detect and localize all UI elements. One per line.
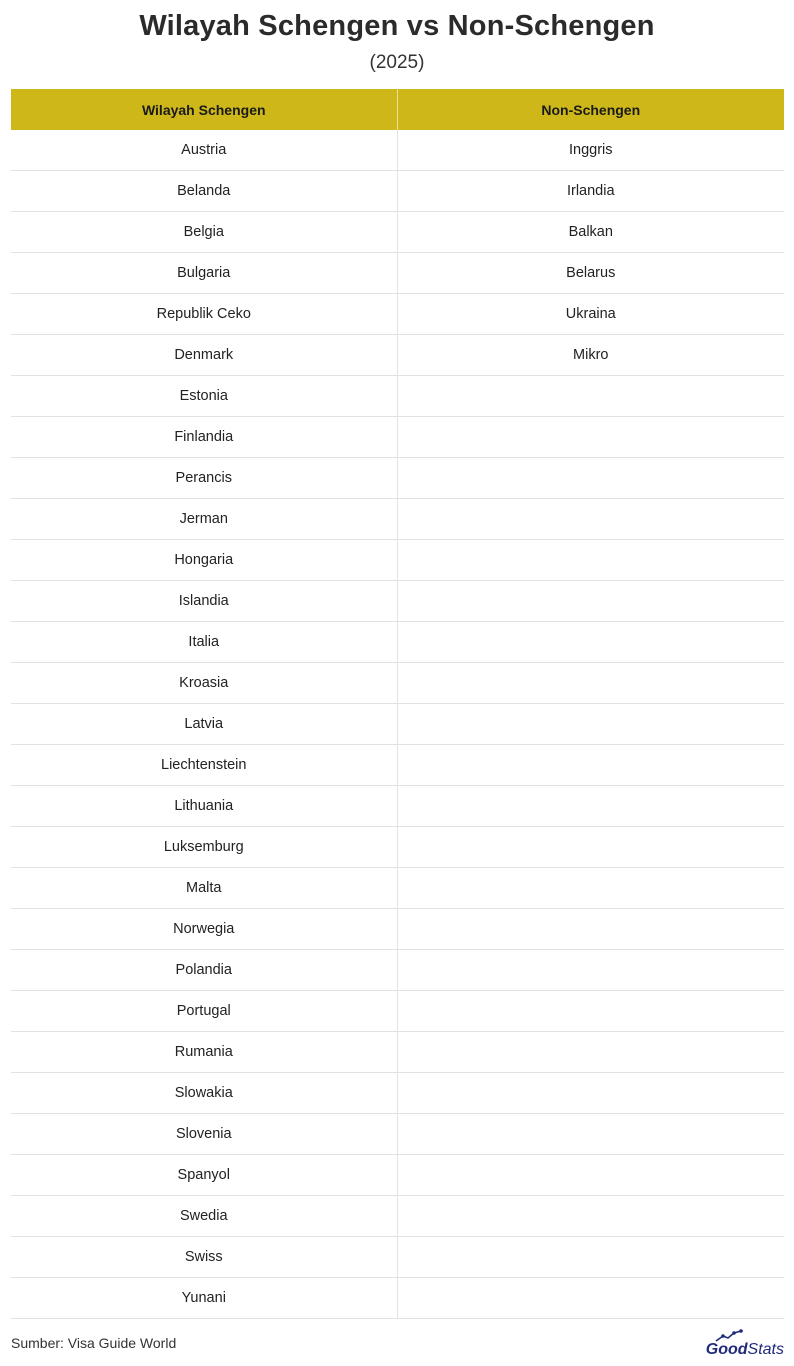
table-row [11,1032,784,1073]
cell-non-schengen: Balkan [397,212,784,253]
cell-non-schengen: Irlandia [397,171,784,212]
cell-schengen: Malta [11,868,397,909]
table-row [11,499,784,540]
cell-non-schengen: Inggris [397,130,784,171]
cell-non-schengen [397,1278,784,1319]
cell-non-schengen [397,991,784,1032]
cell-non-schengen [397,1237,784,1278]
comparison-table [11,89,784,1319]
logo-wordmark [706,1341,784,1359]
cell-non-schengen [397,663,784,704]
cell-schengen: Perancis [11,458,397,499]
table-row [11,745,784,786]
table-row [11,1278,784,1319]
cell-non-schengen: Ukraina [397,294,784,335]
header-non-schengen: Non-Schengen [397,89,784,130]
page-subtitle: (2025) [369,52,425,73]
table-row [11,458,784,499]
table-row [11,212,784,253]
table-row [11,171,784,212]
table-row [11,294,784,335]
header-schengen: Wilayah Schengen [11,89,397,130]
cell-schengen: Polandia [11,950,397,991]
table-row [11,581,784,622]
cell-schengen: Belgia [11,212,397,253]
cell-non-schengen [397,827,784,868]
table-row [11,622,784,663]
cell-schengen: Portugal [11,991,397,1032]
cell-schengen: Kroasia [11,663,397,704]
table-row [11,1155,784,1196]
table-row [11,1114,784,1155]
cell-non-schengen [397,950,784,991]
cell-schengen: Latvia [11,704,397,745]
table-row [11,868,784,909]
table-row [11,786,784,827]
table-row [11,417,784,458]
table-row [11,827,784,868]
cell-schengen: Liechtenstein [11,745,397,786]
cell-non-schengen [397,622,784,663]
table-row [11,1073,784,1114]
cell-schengen: Hongaria [11,540,397,581]
table-row [11,130,784,171]
cell-schengen: Bulgaria [11,253,397,294]
cell-schengen: Swiss [11,1237,397,1278]
cell-non-schengen [397,458,784,499]
cell-schengen: Slowakia [11,1073,397,1114]
cell-schengen: Italia [11,622,397,663]
source-note: Sumber: Visa Guide World [11,1335,177,1351]
table-row [11,540,784,581]
cell-non-schengen [397,745,784,786]
table-row [11,909,784,950]
table-row [11,335,784,376]
table-row [11,663,784,704]
cell-non-schengen [397,1196,784,1237]
cell-schengen: Yunani [11,1278,397,1319]
cell-non-schengen: Mikro [397,335,784,376]
cell-schengen: Slovenia [11,1114,397,1155]
page-title: Wilayah Schengen vs Non-Schengen [139,10,655,42]
cell-non-schengen [397,581,784,622]
cell-non-schengen [397,704,784,745]
cell-non-schengen [397,909,784,950]
goodstats-logo [694,1329,784,1359]
cell-schengen: Lithuania [11,786,397,827]
cell-non-schengen [397,1114,784,1155]
cell-non-schengen [397,868,784,909]
cell-schengen: Denmark [11,335,397,376]
cell-schengen: Belanda [11,171,397,212]
cell-schengen: Swedia [11,1196,397,1237]
cell-non-schengen [397,786,784,827]
cell-non-schengen [397,376,784,417]
cell-non-schengen [397,499,784,540]
cell-non-schengen [397,1032,784,1073]
cell-schengen: Republik Ceko [11,294,397,335]
table-row [11,1237,784,1278]
table-row [11,991,784,1032]
table-row [11,253,784,294]
table-row [11,950,784,991]
table-row [11,376,784,417]
cell-non-schengen: Belarus [397,253,784,294]
cell-non-schengen [397,540,784,581]
cell-schengen: Estonia [11,376,397,417]
table-row [11,1196,784,1237]
logo-word-good: Good [705,1341,748,1358]
cell-schengen: Islandia [11,581,397,622]
cell-schengen: Austria [11,130,397,171]
cell-schengen: Jerman [11,499,397,540]
cell-non-schengen [397,1155,784,1196]
table-body [11,130,784,1319]
table-row [11,704,784,745]
cell-schengen: Luksemburg [11,827,397,868]
cell-non-schengen [397,1073,784,1114]
cell-schengen: Norwegia [11,909,397,950]
table-header-row [11,89,784,130]
cell-non-schengen [397,417,784,458]
cell-schengen: Spanyol [11,1155,397,1196]
cell-schengen: Rumania [11,1032,397,1073]
cell-schengen: Finlandia [11,417,397,458]
logo-word-stats: Stats [747,1341,784,1358]
